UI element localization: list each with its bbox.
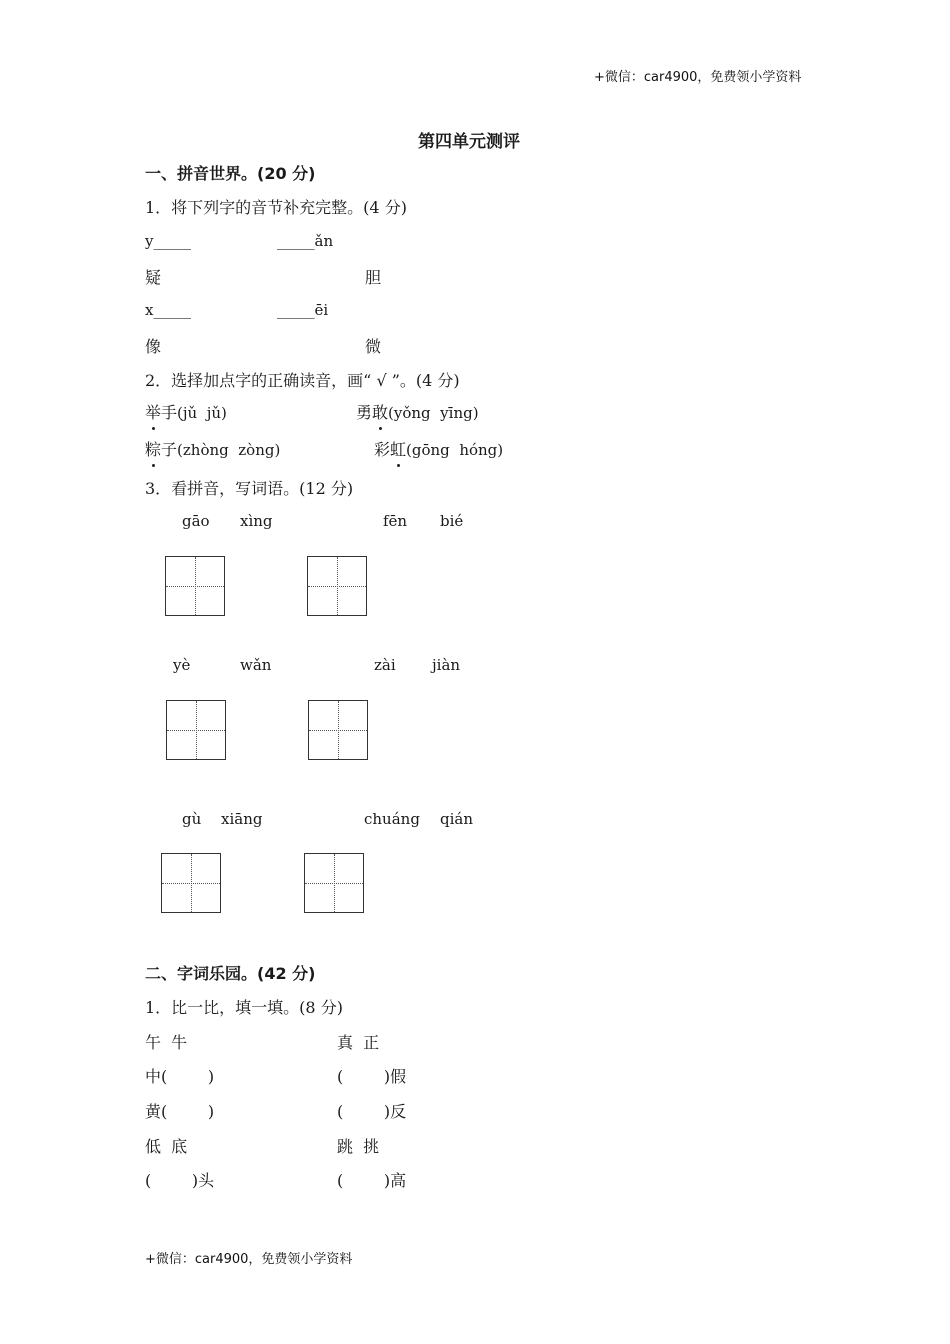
q3-syllable: zài [374, 656, 396, 674]
q1-char-2: 胆 [365, 268, 382, 287]
fill-blank[interactable]: ( )反 [337, 1102, 407, 1121]
q2-char: 勇 [356, 403, 373, 422]
q2-prompt: 2．选择加点字的正确读音，画“ √ ”。(4 分) [145, 371, 460, 390]
q2-options: (yǒng yīng) [388, 404, 479, 422]
writing-grid-box[interactable] [304, 853, 364, 913]
q2-item-4 [374, 437, 503, 460]
page-title: 第四单元测评 [418, 132, 520, 152]
writing-grid-box[interactable] [166, 700, 226, 760]
q3-syllable: jiàn [432, 656, 461, 674]
q3-syllable: gù [182, 810, 202, 828]
p2-q1-prompt: 1．比一比，填一填。(8 分) [145, 998, 343, 1017]
watermark-bottom: +微信：car4900，免费领小学资料 [145, 1252, 353, 1267]
fill-blank[interactable]: ( )高 [337, 1171, 407, 1190]
q3-syllable: xìng [240, 512, 273, 530]
compare-pair: 真 正 [337, 1033, 380, 1052]
q1-char-4: 微 [365, 337, 382, 356]
fill-blank[interactable]: 黄( ) [145, 1102, 215, 1121]
q3-prompt: 3．看拼音，写词语。(12 分) [145, 479, 354, 498]
q3-syllable: fēn [383, 512, 408, 530]
q2-dotted-char: 粽 [145, 437, 161, 460]
q1-prompt: 1．将下列字的音节补充完整。(4 分) [145, 198, 407, 217]
q3-syllable: yè [173, 656, 191, 674]
writing-grid-box[interactable] [165, 556, 225, 616]
q2-options: (zhòng zòng) [177, 441, 281, 459]
writing-grid-box[interactable] [307, 556, 367, 616]
q1-char-3: 像 [145, 337, 162, 356]
q2-item-1 [145, 400, 227, 423]
writing-grid-box[interactable] [161, 853, 221, 913]
q3-syllable: wǎn [240, 656, 272, 674]
q3-syllable: xiāng [221, 810, 263, 828]
q2-dotted-char: 虹 [390, 437, 406, 460]
q1-pinyin-2: _____ǎn [277, 232, 334, 250]
q2-dotted-char: 举 [145, 400, 161, 423]
compare-pair: 跳 挑 [337, 1137, 380, 1156]
q1-pinyin-1: y_____ [145, 232, 191, 250]
q1-pinyin-3: x_____ [145, 301, 191, 319]
q2-options: (jǔ jǔ) [177, 404, 227, 422]
writing-grid-box[interactable] [308, 700, 368, 760]
q3-syllable: chuáng [364, 810, 420, 828]
q2-char: 彩 [374, 440, 391, 459]
fill-blank[interactable]: 中( ) [145, 1067, 215, 1086]
q2-dotted-char: 敢 [372, 400, 388, 423]
fill-blank[interactable]: ( )头 [145, 1171, 215, 1190]
q3-syllable: qián [440, 810, 474, 828]
q2-char: 子 [161, 440, 178, 459]
part1-heading: 一、拼音世界。(20 分) [145, 164, 316, 183]
q3-syllable: gāo [182, 512, 210, 530]
fill-blank[interactable]: ( )假 [337, 1067, 407, 1086]
compare-pair: 低 底 [145, 1137, 188, 1156]
q1-char-1: 疑 [145, 268, 162, 287]
part2-heading: 二、字词乐园。(42 分) [145, 964, 316, 983]
q2-char: 手 [161, 403, 178, 422]
compare-pair: 午 牛 [145, 1033, 188, 1052]
q3-syllable: bié [440, 512, 464, 530]
watermark-top: +微信：car4900，免费领小学资料 [594, 70, 802, 85]
q2-item-2 [356, 400, 479, 423]
q2-options: (gōng hóng) [406, 441, 504, 459]
q2-item-3 [145, 437, 280, 460]
q1-pinyin-4: _____ēi [277, 301, 329, 319]
